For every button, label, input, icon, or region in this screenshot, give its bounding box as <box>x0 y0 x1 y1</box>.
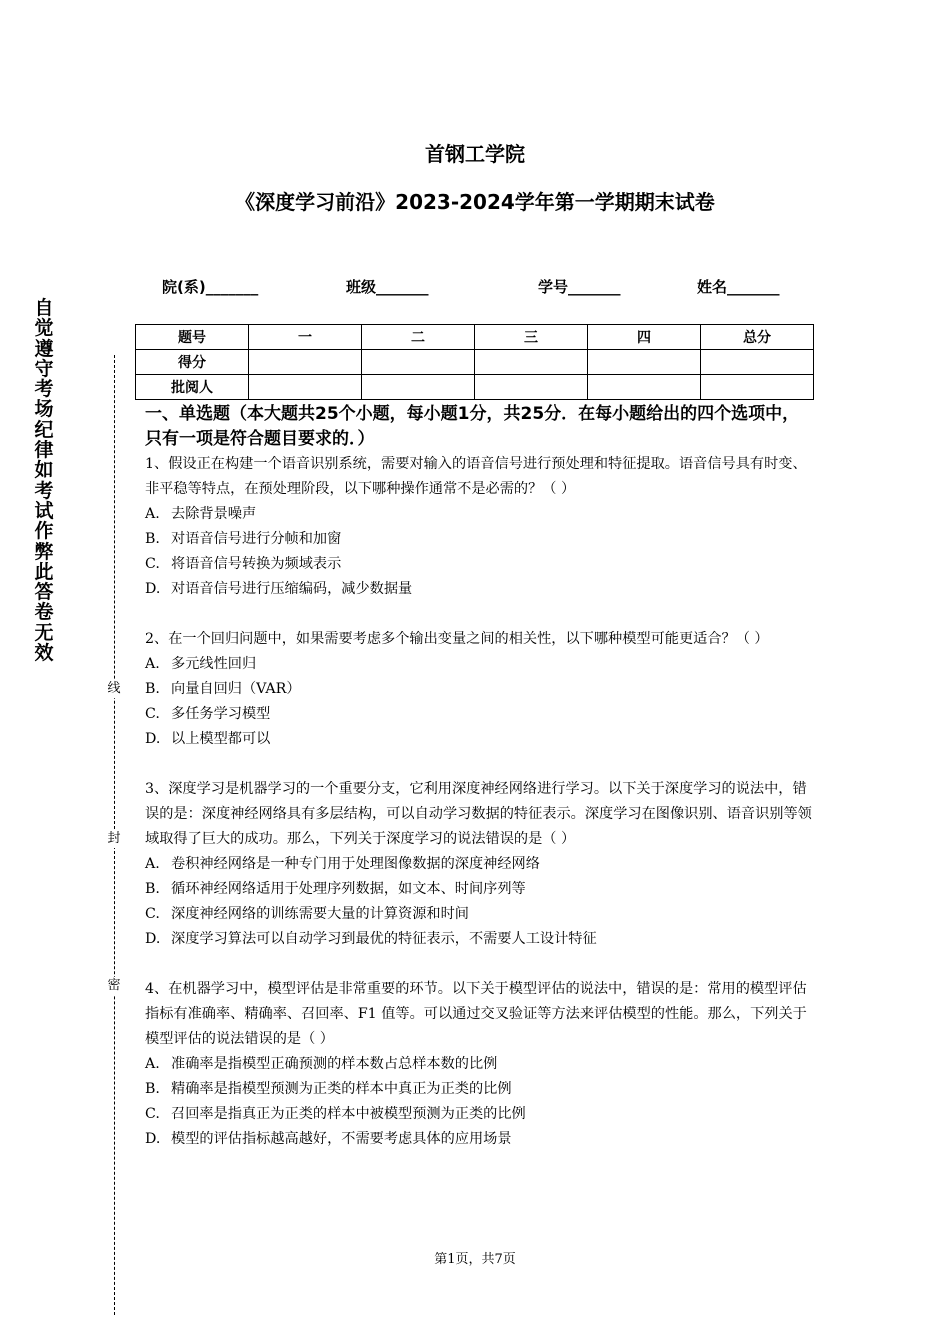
table-header-cell: 四 <box>588 325 701 350</box>
option-letter: D. <box>145 581 161 597</box>
option-b[interactable] <box>145 877 815 902</box>
option-d[interactable] <box>145 577 815 602</box>
notice-char: 答 <box>34 581 54 604</box>
grader-cell <box>249 375 362 400</box>
notice-char: 考 <box>34 378 54 401</box>
option-text: 召回率是指真正为正类的样本中被模型预测为正类的比例 <box>171 1106 526 1122</box>
row-label: 得分 <box>136 350 249 375</box>
score-cell <box>475 350 588 375</box>
notice-char: 试 <box>34 499 54 522</box>
notice-char: 场 <box>34 398 54 421</box>
option-letter: C. <box>145 556 160 572</box>
option-text: 对语音信号进行分帧和加窗 <box>171 531 342 547</box>
seal-mark-seal: 封 <box>107 831 121 846</box>
seal-mark-line: 线 <box>107 681 121 696</box>
option-text: 多任务学习模型 <box>171 706 271 722</box>
table-header-cell: 二 <box>362 325 475 350</box>
notice-char: 遵 <box>34 337 54 360</box>
option-text: 多元线性回归 <box>171 656 257 672</box>
table-header-cell: 总分 <box>701 325 814 350</box>
score-table <box>135 324 814 400</box>
score-cell <box>249 350 362 375</box>
spacer <box>145 602 815 627</box>
grader-cell <box>362 375 475 400</box>
option-text: 循环神经网络适用于处理序列数据，如文本、时间序列等 <box>171 881 526 897</box>
option-d[interactable] <box>145 1127 815 1152</box>
option-letter: A. <box>145 656 160 672</box>
notice-char: 无 <box>34 621 54 644</box>
option-text: 深度学习算法可以自动学习到最优的特征表示，不需要人工设计特征 <box>171 931 597 947</box>
spacer <box>145 752 815 777</box>
option-letter: D. <box>145 931 161 947</box>
notice-char: 如 <box>34 459 54 482</box>
section-heading: 一、单选题（本大题共25个小题，每小题1分，共25分．在每小题给出的四个选项中，只有一项是符合题目要求的．） <box>145 404 800 449</box>
exam-discipline-notice <box>31 298 57 663</box>
option-letter: C. <box>145 1106 160 1122</box>
option-letter: B. <box>145 881 160 897</box>
option-c[interactable] <box>145 902 815 927</box>
name-field: 姓名_______ <box>697 278 780 296</box>
grader-cell <box>475 375 588 400</box>
option-letter: C. <box>145 906 160 922</box>
option-letter: A. <box>145 1056 160 1072</box>
page-number: 第1页，共7页 <box>434 1252 516 1267</box>
option-c[interactable] <box>145 1102 815 1127</box>
question-2 <box>145 627 815 752</box>
notice-char: 自 <box>34 297 54 319</box>
question-section <box>145 402 815 1152</box>
score-table-header-row <box>136 325 814 350</box>
option-letter: A. <box>145 506 160 522</box>
notice-char: 律 <box>34 439 54 462</box>
option-letter: B. <box>145 1081 160 1097</box>
option-a[interactable] <box>145 502 815 527</box>
option-letter: A. <box>145 856 160 872</box>
option-text: 对语音信号进行压缩编码，减少数据量 <box>171 581 413 597</box>
option-letter: B. <box>145 681 160 697</box>
spacer <box>145 952 815 977</box>
option-a[interactable] <box>145 1052 815 1077</box>
notice-char: 弊 <box>34 540 54 563</box>
score-cell <box>701 350 814 375</box>
notice-char: 卷 <box>34 601 54 624</box>
exam-title: 《深度学习前沿》2023-2024学年第一学期期末试卷 <box>235 190 715 214</box>
option-c[interactable] <box>145 702 815 727</box>
score-cell <box>362 350 475 375</box>
option-d[interactable] <box>145 727 815 752</box>
table-header-cell: 一 <box>249 325 362 350</box>
grader-row <box>136 375 814 400</box>
seal-mark-secret: 密 <box>107 978 121 993</box>
notice-char: 守 <box>34 357 54 380</box>
question-stem: 3、深度学习是机器学习的一个重要分支，它利用深度神经网络进行学习。以下关于深度学习的说法中，错误的是：深度神经网络具有多层结构，可以自动学习数据的特征表示。深度学习在图像识别、语音识别等领域取得了巨大的成功。那么，下列关于深度学习的说法错误的是（ ） <box>145 781 812 847</box>
score-row <box>136 350 814 375</box>
option-b[interactable] <box>145 527 815 552</box>
table-header-cell: 三 <box>475 325 588 350</box>
question-stem: 1、假设正在构建一个语音识别系统，需要对输入的语音信号进行预处理和特征提取。语音信号具有时变、非平稳等特点，在预处理阶段，以下哪种操作通常不是必需的？（ ） <box>145 456 807 497</box>
option-d[interactable] <box>145 927 815 952</box>
notice-char: 纪 <box>34 418 54 441</box>
option-text: 精确率是指模型预测为正类的样本中真正为正类的比例 <box>171 1081 512 1097</box>
option-a[interactable] <box>145 652 815 677</box>
notice-char: 觉 <box>34 317 54 340</box>
option-text: 准确率是指模型正确预测的样本数占总样本数的比例 <box>171 1056 498 1072</box>
class-field: 班级_______ <box>346 278 429 296</box>
notice-char: 考 <box>34 479 54 502</box>
notice-char: 作 <box>34 520 54 543</box>
option-b[interactable] <box>145 1077 815 1102</box>
option-letter: D. <box>145 731 161 747</box>
school-name: 首钢工学院 <box>425 142 525 166</box>
option-text: 去除背景噪声 <box>171 506 257 522</box>
question-stem: 4、在机器学习中，模型评估是非常重要的环节。以下关于模型评估的说法中，错误的是：常用的模型评估指标有准确率、精确率、召回率、F1 值等。可以通过交叉验证等方法来评估模型的性能。那么，下列关于模型评估的说法错误的是（ ） <box>145 981 807 1047</box>
option-text: 模型的评估指标越高越好，不需要考虑具体的应用场景 <box>171 1131 512 1147</box>
row-label: 批阅人 <box>136 375 249 400</box>
notice-char: 此 <box>34 560 54 583</box>
grader-cell <box>701 375 814 400</box>
score-cell <box>588 350 701 375</box>
question-stem: 2、在一个回归问题中，如果需要考虑多个输出变量之间的相关性，以下哪种模型可能更适合？（ ） <box>145 631 769 647</box>
option-letter: D. <box>145 1131 161 1147</box>
option-text: 卷积神经网络是一种专门用于处理图像数据的深度神经网络 <box>171 856 540 872</box>
department-field: 院(系)_______ <box>162 278 259 296</box>
student-info-row <box>160 276 800 298</box>
notice-char: 效 <box>34 642 54 665</box>
question-3 <box>145 777 815 952</box>
option-c[interactable] <box>145 552 815 577</box>
student-id-field: 学号_______ <box>538 278 621 296</box>
option-text: 深度神经网络的训练需要大量的计算资源和时间 <box>171 906 469 922</box>
question-1 <box>145 452 815 602</box>
option-b[interactable] <box>145 677 815 702</box>
table-header-cell: 题号 <box>136 325 249 350</box>
grader-cell <box>588 375 701 400</box>
option-letter: B. <box>145 531 160 547</box>
option-text: 将语音信号转换为频域表示 <box>171 556 342 572</box>
option-text: 向量自回归（VAR） <box>171 681 301 697</box>
option-letter: C. <box>145 706 160 722</box>
option-a[interactable] <box>145 852 815 877</box>
question-4 <box>145 977 815 1152</box>
option-text: 以上模型都可以 <box>171 731 271 747</box>
